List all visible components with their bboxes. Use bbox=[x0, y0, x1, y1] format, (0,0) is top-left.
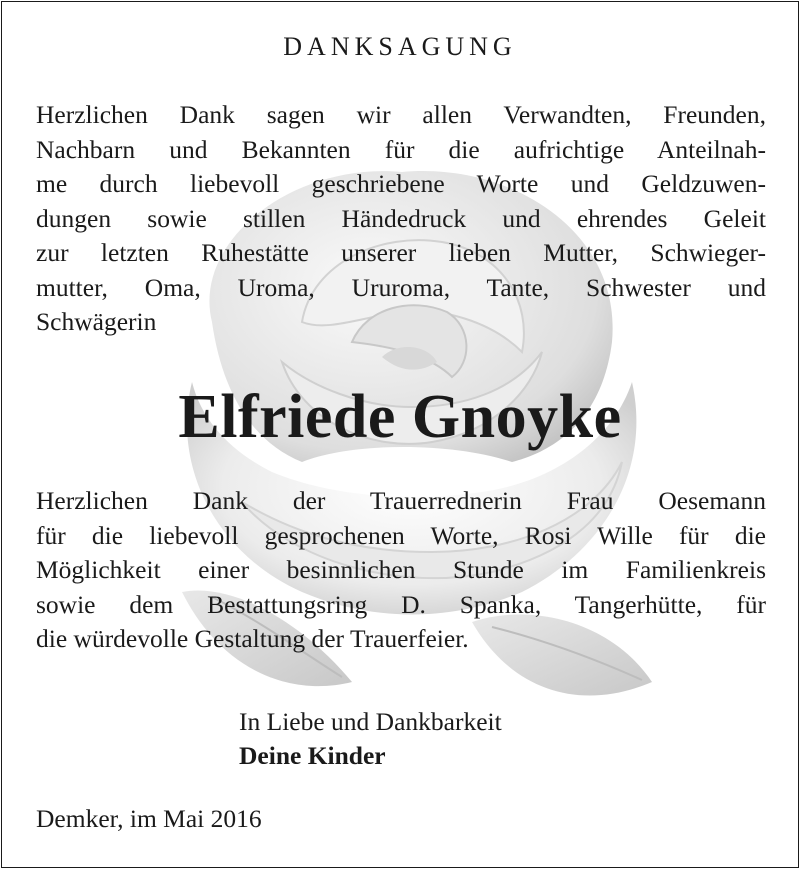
place-date: Demker, im Mai 2016 bbox=[36, 804, 262, 833]
signer: Deine Kinder bbox=[239, 741, 386, 770]
notice-frame bbox=[1, 1, 799, 868]
deceased-name: Elfriede Gnoyke bbox=[178, 383, 622, 451]
notice-content bbox=[2, 2, 798, 867]
thanks-line: die würdevolle Gestaltung der Trauerfeier. bbox=[36, 624, 469, 653]
closing-phrase: In Liebe und Dankbarkeit bbox=[239, 707, 502, 736]
intro-line: zur letzten Ruhestätte unserer lieben Mutter, Schwieger- bbox=[36, 238, 766, 267]
intro-paragraph bbox=[36, 98, 766, 340]
intro-line: mutter, Oma, Uroma, Ururoma, Tante, Schwester und bbox=[36, 272, 766, 302]
intro-line: dungen sowie stillen Händedruck und ehrendes Geleit bbox=[36, 203, 766, 233]
closing-block bbox=[239, 705, 502, 773]
notice-heading: DANKSAGUNG bbox=[283, 32, 517, 61]
thanks-paragraph bbox=[36, 484, 766, 657]
thanks-line: Möglichkeit einer besinnlichen Stunde im Familienkreis bbox=[36, 555, 766, 584]
intro-line: me durch liebevoll geschriebene Worte und Geldzuwen- bbox=[36, 169, 766, 198]
thanks-line: sowie dem Bestattungsring D. Spanka, Tangerhütte, für bbox=[36, 589, 766, 619]
thanks-line: Herzlichen Dank der Trauerrednerin Frau Oesemann bbox=[36, 486, 766, 515]
thanks-line: für die liebevoll gesprochenen Worte, Rosi Wille für die bbox=[36, 520, 766, 550]
intro-line: Schwägerin bbox=[36, 307, 157, 336]
intro-line: Nachbarn und Bekannten für die aufrichtige Anteilnah- bbox=[36, 134, 766, 164]
intro-line: Herzlichen Dank sagen wir allen Verwandten, Freunden, bbox=[36, 100, 766, 129]
